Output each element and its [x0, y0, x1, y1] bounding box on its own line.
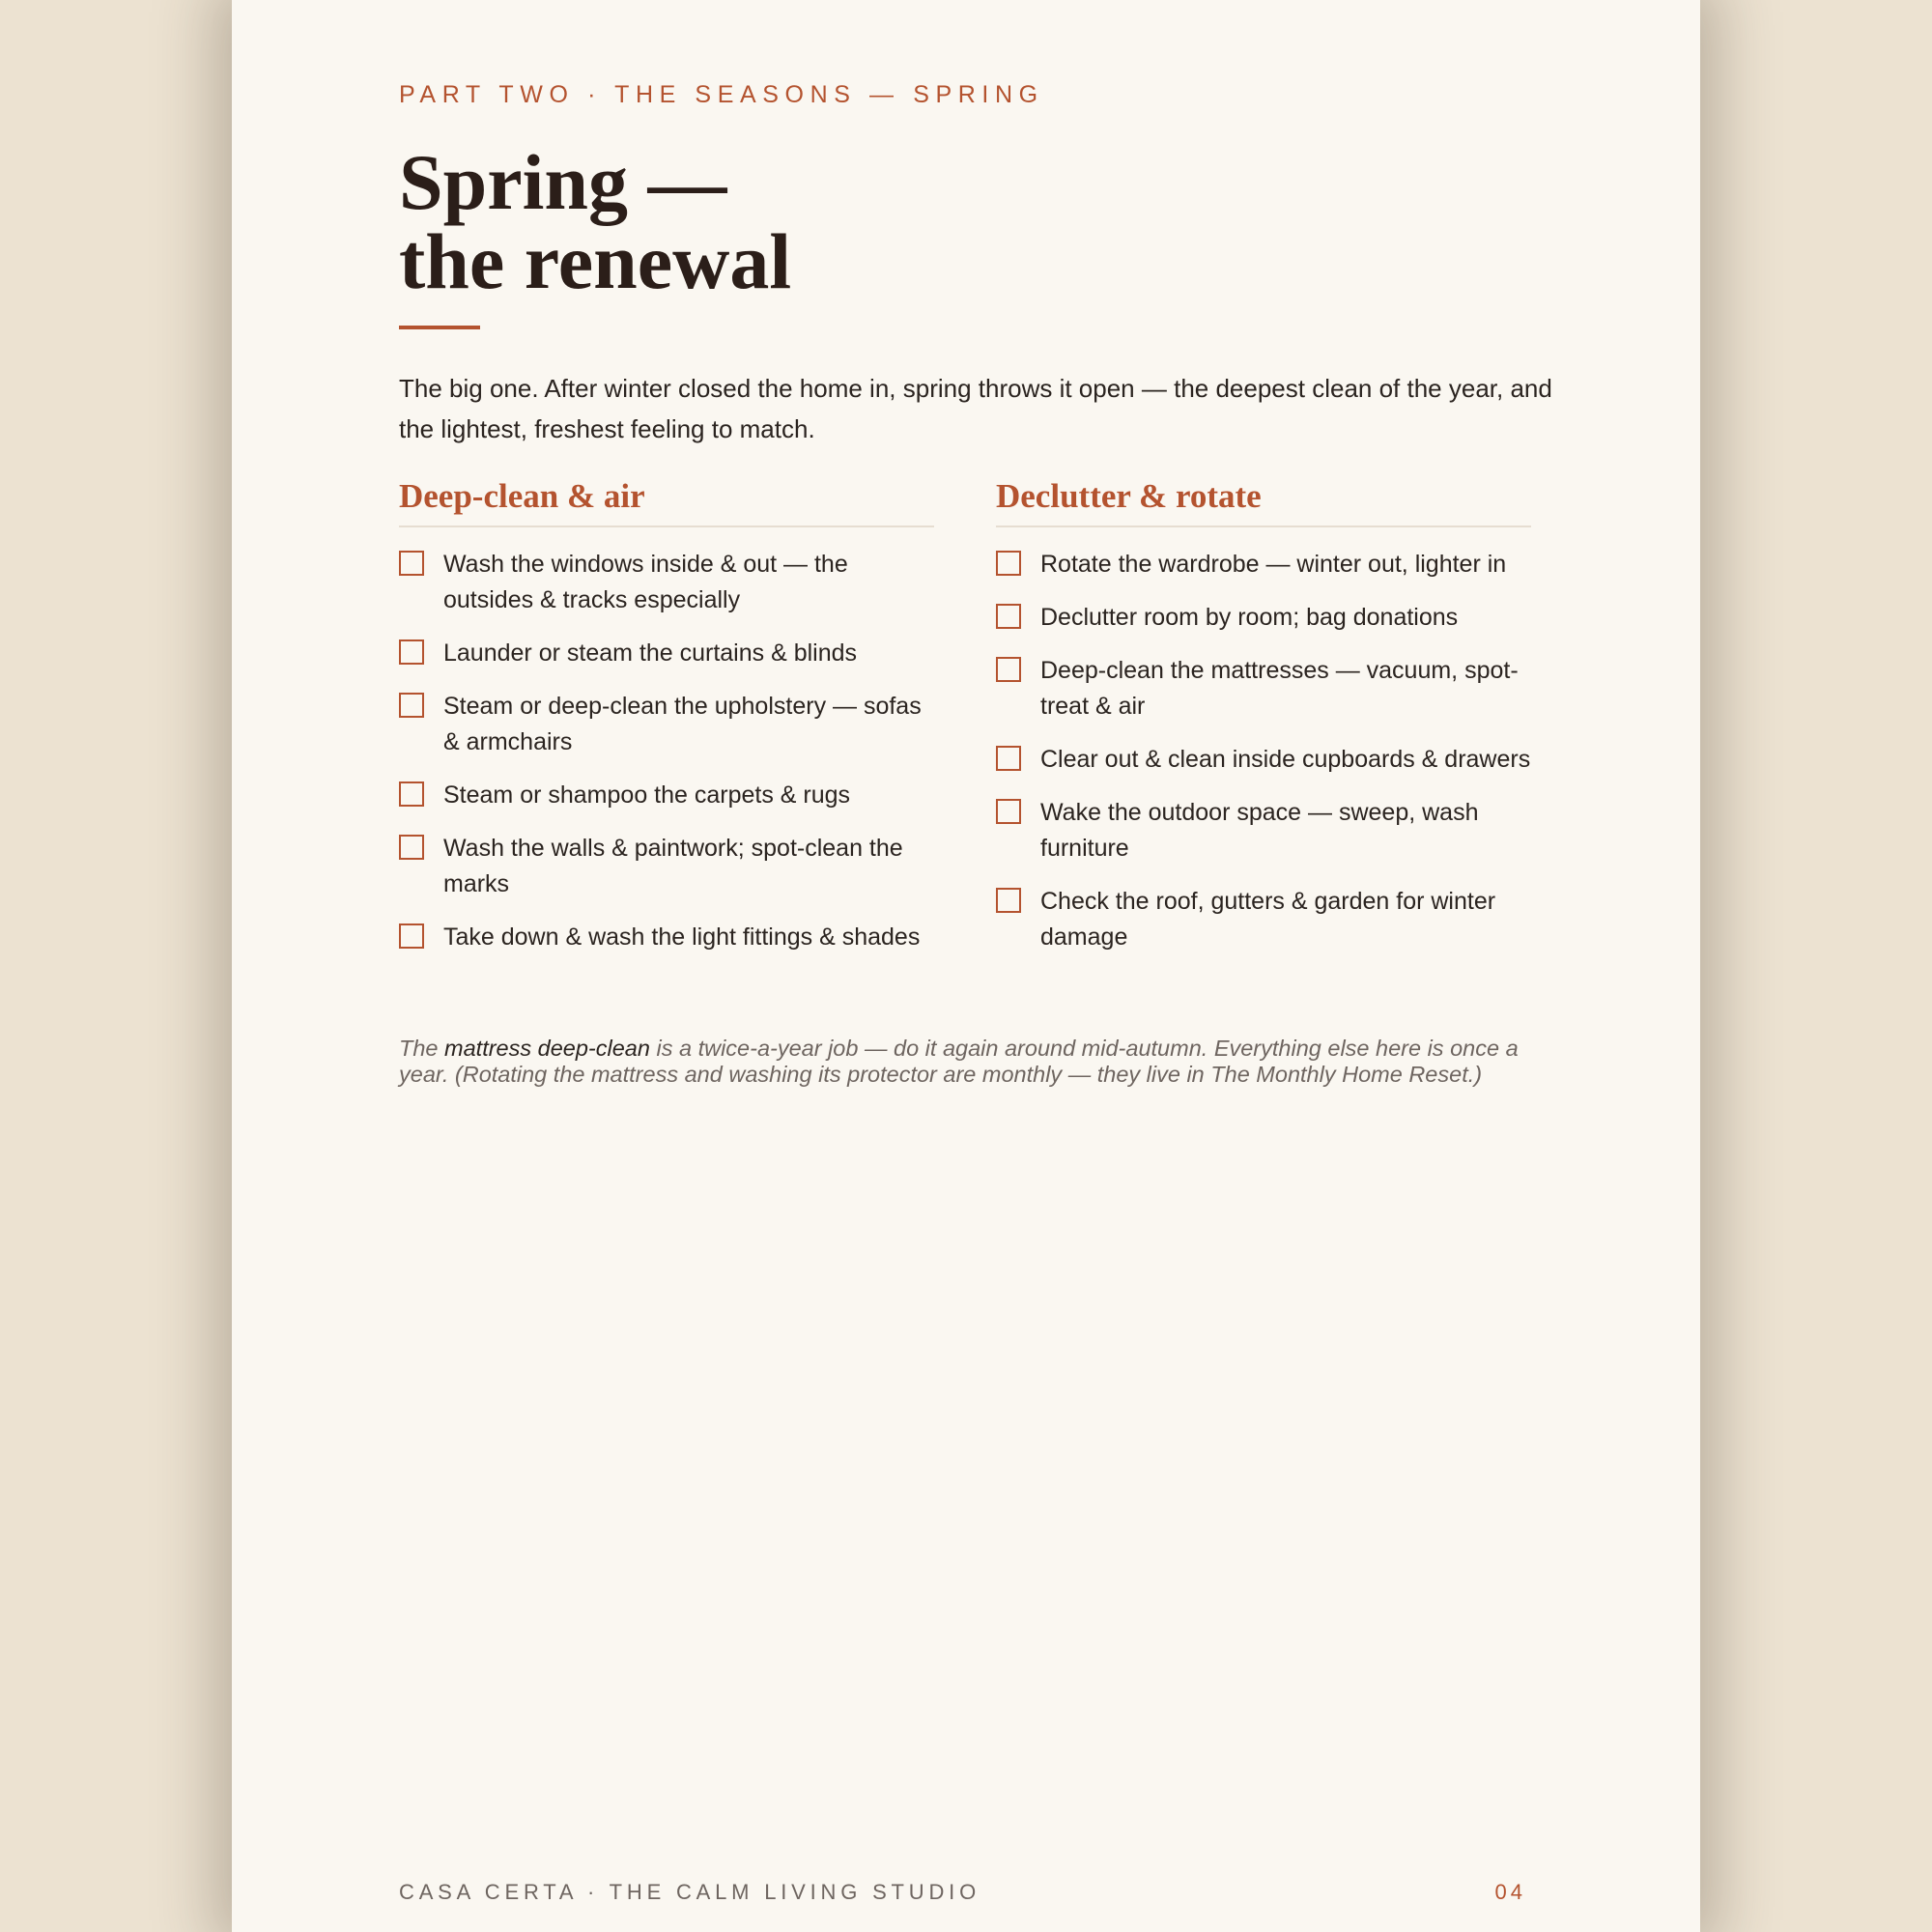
checkbox[interactable]: [996, 799, 1021, 824]
checklist-item-label: Launder or steam the curtains & blinds: [443, 639, 858, 667]
checklist-item-label: Wake the outdoor space — sweep, wash furniture: [1040, 799, 1479, 862]
title-line-1: Spring —: [399, 138, 727, 226]
checklist-item: [996, 600, 1531, 636]
checklist-item-label: Take down & wash the light fittings & shades: [443, 923, 921, 951]
checklist-column-declutter: [996, 473, 1531, 973]
checklist-item-label: Wash the windows inside & out — the outsides & tracks especially: [443, 551, 848, 613]
checklist-item: [996, 795, 1531, 867]
intro-paragraph: The big one. After winter closed the home in, spring throws it open — the deepest clean of the year, and the lightest, freshest feeling to match.: [399, 374, 1552, 443]
checklist-item: [996, 547, 1531, 582]
checklist-column-deep-clean: [399, 473, 934, 973]
checklist-item: [399, 778, 934, 813]
checklist-item-label: Wash the walls & paintwork; spot-clean the marks: [443, 835, 903, 897]
checklist-item: [399, 920, 934, 955]
checkbox[interactable]: [996, 657, 1021, 682]
checklist: [996, 547, 1531, 955]
checklist-item: [996, 653, 1531, 724]
page-title: [399, 138, 1268, 305]
checklist-item: [399, 547, 934, 618]
checkbox[interactable]: [996, 746, 1021, 771]
checkbox[interactable]: [996, 888, 1021, 913]
checkbox[interactable]: [399, 923, 424, 949]
checkbox[interactable]: [399, 693, 424, 718]
column-heading: Declutter & rotate: [996, 473, 1531, 527]
checklist-item: [399, 636, 934, 671]
checklist-item-label: Declutter room by room; bag donations: [1040, 604, 1459, 631]
checklist-item-label: Check the roof, gutters & garden for winter damage: [1040, 888, 1496, 951]
title-line-2: the renewal: [399, 217, 792, 305]
checkbox[interactable]: [399, 551, 424, 576]
checklist-item-label: Deep-clean the mattresses — vacuum, spot-treat & air: [1040, 657, 1519, 720]
footnote-prefix: The: [399, 1036, 445, 1061]
checklist-item: [399, 831, 934, 902]
document-page: [232, 0, 1700, 1932]
checkbox[interactable]: [399, 781, 424, 807]
checkbox[interactable]: [996, 604, 1021, 629]
checklist-item-label: Rotate the wardrobe — winter out, lighter in: [1040, 551, 1507, 578]
page-number: 04: [1494, 1880, 1526, 1904]
checklist-item-label: Steam or deep-clean the upholstery — sofas & armchairs: [443, 693, 922, 755]
checkbox[interactable]: [996, 551, 1021, 576]
checklist-item-label: Clear out & clean inside cupboards & drawers: [1040, 746, 1531, 773]
title-divider: [399, 326, 480, 329]
footnote-body: is a twice-a-year job — do it again around mid-autumn. Everything else here is once a year. (Rotating the mattress and washing its protector are monthly — they live in The Monthly Home Reset.): [399, 1036, 1519, 1087]
footnote: [399, 1036, 1558, 1088]
footnote-emphasis: mattress deep-clean: [444, 1036, 650, 1061]
checklist-item: [996, 742, 1531, 778]
checklist: [399, 547, 934, 955]
checklist-item: [399, 689, 934, 760]
checkbox[interactable]: [399, 835, 424, 860]
checklist-item: [996, 884, 1531, 955]
checkbox[interactable]: [399, 639, 424, 665]
column-heading: Deep-clean & air: [399, 473, 934, 527]
checklist-item-label: Steam or shampoo the carpets & rugs: [443, 781, 851, 809]
footer-brand: CASA CERTA · THE CALM LIVING STUDIO: [399, 1880, 980, 1904]
section-kicker: PART TWO · THE SEASONS — SPRING: [399, 81, 1044, 108]
